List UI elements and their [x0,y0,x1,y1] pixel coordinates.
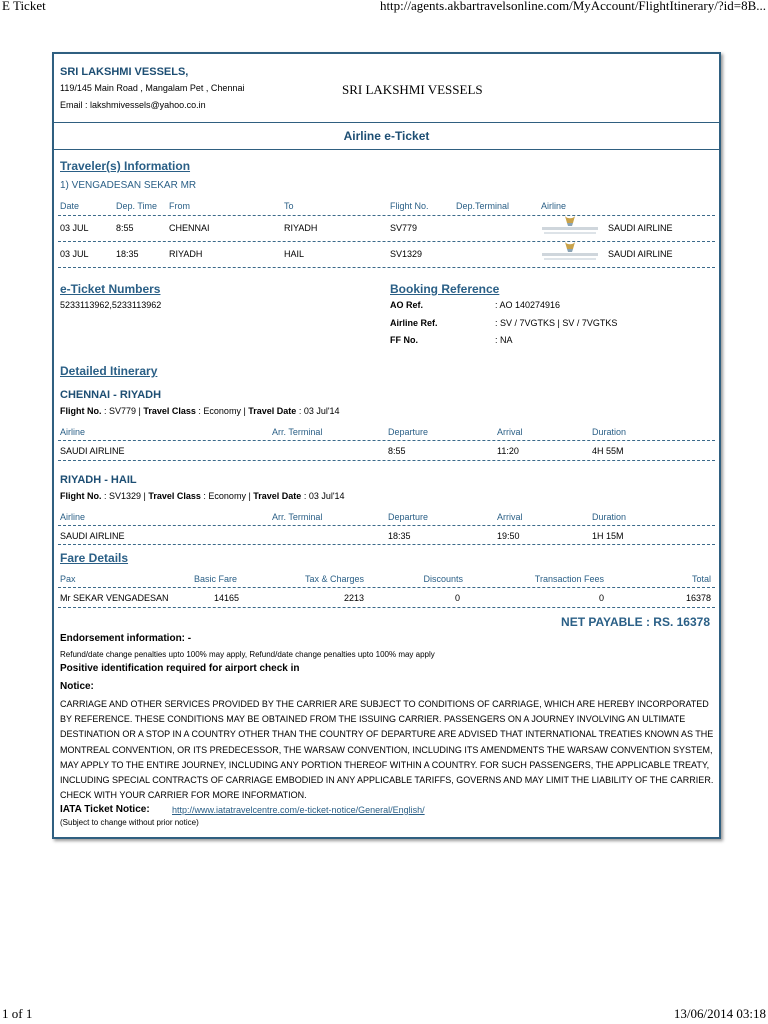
seg-airline: SAUDI AIRLINE [60,531,125,541]
subject-note: (Subject to change without prior notice) [60,818,199,827]
seg-duration: 1H 15M [592,531,624,541]
agency-email: Email : lakshmivessels@yahoo.co.in [60,100,206,110]
travel-date-value: : 03 Jul'14 [301,491,345,501]
col-duration: Duration [592,427,627,437]
col-tax: Tax & Charges [304,574,364,584]
col-departure: Departure [388,512,429,522]
col-to: To [284,201,294,211]
travel-class-value: : Economy | [200,491,254,501]
seg-duration: 4H 55M [592,446,624,456]
fare-fees: 0 [598,593,604,603]
travel-date-label: Travel Date [253,491,302,501]
page-url: http://agents.akbartravelsonline.com/MyAccount/FlightItinerary/?id=8B... [379,0,766,13]
divider [58,525,715,526]
ticket-title: Airline e-Ticket [343,129,430,143]
agency-address: 119/145 Main Road , Mangalam Pet , Chennai [60,83,245,93]
notice-text [60,697,716,803]
ao-ref-value: : AO 140274916 [495,300,561,310]
col-pax: Pax [60,574,76,584]
row-from: RIYADH [169,249,203,259]
notice-line: MONTREAL CONVENTION, OR ITS PREDECESSOR, THE WARSAW CONVENTION, INCLUDING ITS AMENDMENTS THE WARSAW CONVENTION SYSTEM, [60,744,713,755]
notice-line: MAY APPLY TO THE ENTIRE JOURNEY, INCLUDING ANY PORTION THEREOF WITHIN A COUNTRY. FOR SUCH PASSENGERS, THE APPLICABLE TREATY, [60,759,710,770]
travel-date-value: : 03 Jul'14 [296,406,340,416]
travel-class-label: Travel Class [143,406,196,416]
page-title: E Ticket [2,0,46,13]
segment-route: RIYADH - HAIL [60,474,137,486]
itinerary-heading: Detailed Itinerary [60,364,158,378]
ao-ref-label: AO Ref. [390,300,424,310]
divider [58,241,715,242]
segment-details [60,406,340,416]
fare-total: 16378 [685,593,711,603]
row-flight: SV1329 [390,249,423,259]
col-date: Date [60,201,80,211]
divider [58,215,715,216]
col-arrival: Arrival [497,512,523,522]
col-duration: Duration [592,512,627,522]
fare-pax: Mr SEKAR VENGADESAN [60,593,169,603]
col-airline: Airline [541,201,567,211]
eticket-numbers: 5233113962,5233113962 [60,300,162,310]
saudi-airlines-logo-icon [540,214,600,238]
col-discounts: Discounts [423,574,463,584]
col-arr-terminal: Arr. Terminal [272,512,323,522]
row-to: HAIL [284,249,305,259]
col-arr-terminal: Arr. Terminal [272,427,323,437]
fare-discounts: 0 [454,593,460,603]
fare-tax: 2213 [343,593,364,603]
agency-banner: SRI LAKSHMI VESSELS [342,82,483,97]
notice-line: INCLUDING SPECIAL CONTRACTS OF CARRIAGE EMBODIED IN ANY APPLICABLE TARIFFS, GOVERNS AND MAY LIMIT THE LIABILITY OF THE CARRIER. [60,775,714,786]
col-airline: Airline [60,427,86,437]
ff-no-label: FF No. [390,335,418,345]
row-to: RIYADH [284,223,318,233]
col-from: From [169,201,190,211]
divider [58,267,715,268]
seg-departure: 8:55 [388,446,406,456]
eticket-heading: e-Ticket Numbers [60,282,161,296]
seg-departure: 18:35 [388,531,411,541]
row-airline: SAUDI AIRLINE [608,249,673,259]
agency-name: SRI LAKSHMI VESSELS, [60,66,189,78]
col-flight-no: Flight No. [390,201,429,211]
segment-route: CHENNAI - RIYADH [60,389,162,401]
seg-arrival: 11:20 [497,446,519,456]
row-time: 18:35 [116,249,139,259]
row-date: 03 JUL [60,249,89,259]
traveler-name: 1) VENGADESAN SEKAR MR [60,180,197,191]
fare-heading: Fare Details [60,551,129,565]
col-airline: Airline [60,512,86,522]
eticket-container [52,52,721,839]
fare-basic: 14165 [214,593,240,603]
airline-ref-label: Airline Ref. [390,318,438,328]
airline-ref-value: : SV / 7VGTKS | SV / 7VGTKS [495,318,618,328]
divider [58,587,715,588]
row-airline: SAUDI AIRLINE [608,223,673,233]
divider [58,460,715,461]
ff-no-value: : NA [495,335,513,345]
row-flight: SV779 [390,223,418,233]
col-transaction-fees: Transaction Fees [534,574,604,584]
notice-heading: Notice: [60,681,94,692]
saudi-airlines-logo-icon [540,240,600,264]
divider [54,149,719,150]
row-time: 8:55 [116,223,134,233]
row-from: CHENNAI [169,223,210,233]
net-payable: NET PAYABLE : RS. 16378 [561,615,710,629]
id-note: Positive identification required for airport check in [60,663,300,674]
travel-class-value: : Economy | [195,406,249,416]
iata-label: IATA Ticket Notice: [60,804,150,815]
notice-line: DESTINATION OR A STOP IN A COUNTRY OTHER THAN THE COUNTRY OF DEPARTURE ARE ADVISED THAT INTERNATIONAL TREATIES KNOWN AS THE [60,729,714,740]
endorsement-text: Refund/date change penalties upto 100% may apply, Refund/date change penalties upto 100% may apply [60,650,435,659]
notice-line: CHECK WITH YOUR CARRIER FOR MORE INFORMATION. [60,790,307,801]
print-timestamp: 13/06/2014 03:18 [673,1006,766,1021]
seg-airline: SAUDI AIRLINE [60,446,125,456]
travel-date-label: Travel Date [248,406,297,416]
notice-line: BY REFERENCE. THESE CONDITIONS MAY BE OBTAINED FROM THE ISSUING CARRIER. PASSENGERS ON A JOURNEY INVOLVING AN ULTIMATE [60,714,686,725]
iata-link[interactable]: http://www.iatatravelcentre.com/e-ticket-notice/General/English/ [172,805,425,815]
divider [54,122,719,123]
col-dep-time: Dep. Time [116,201,158,211]
page-count: 1 of 1 [2,1006,33,1021]
col-total: Total [691,574,711,584]
divider [58,544,715,545]
col-departure: Departure [388,427,429,437]
endorsement-heading: Endorsement information: - [60,633,192,644]
flight-no-label: Flight No. [60,491,102,501]
flight-no-label: Flight No. [60,406,102,416]
traveler-heading: Traveler(s) Information [60,159,191,173]
col-basic-fare: Basic Fare [194,574,238,584]
flight-no-value: : SV779 | [101,406,144,416]
row-date: 03 JUL [60,223,89,233]
seg-arrival: 19:50 [497,531,520,541]
notice-line: CARRIAGE AND OTHER SERVICES PROVIDED BY THE CARRIER ARE SUBJECT TO CONDITIONS OF CARRIAGE, WHICH ARE HEREBY INCORPORATED [60,699,709,709]
travel-class-label: Travel Class [148,491,201,501]
divider [58,607,715,608]
col-dep-terminal: Dep.Terminal [456,201,510,211]
col-arrival: Arrival [497,427,523,437]
booking-heading: Booking Reference [390,282,500,296]
segment-details [60,491,345,501]
divider [58,440,715,441]
flight-no-value: : SV1329 | [101,491,149,501]
